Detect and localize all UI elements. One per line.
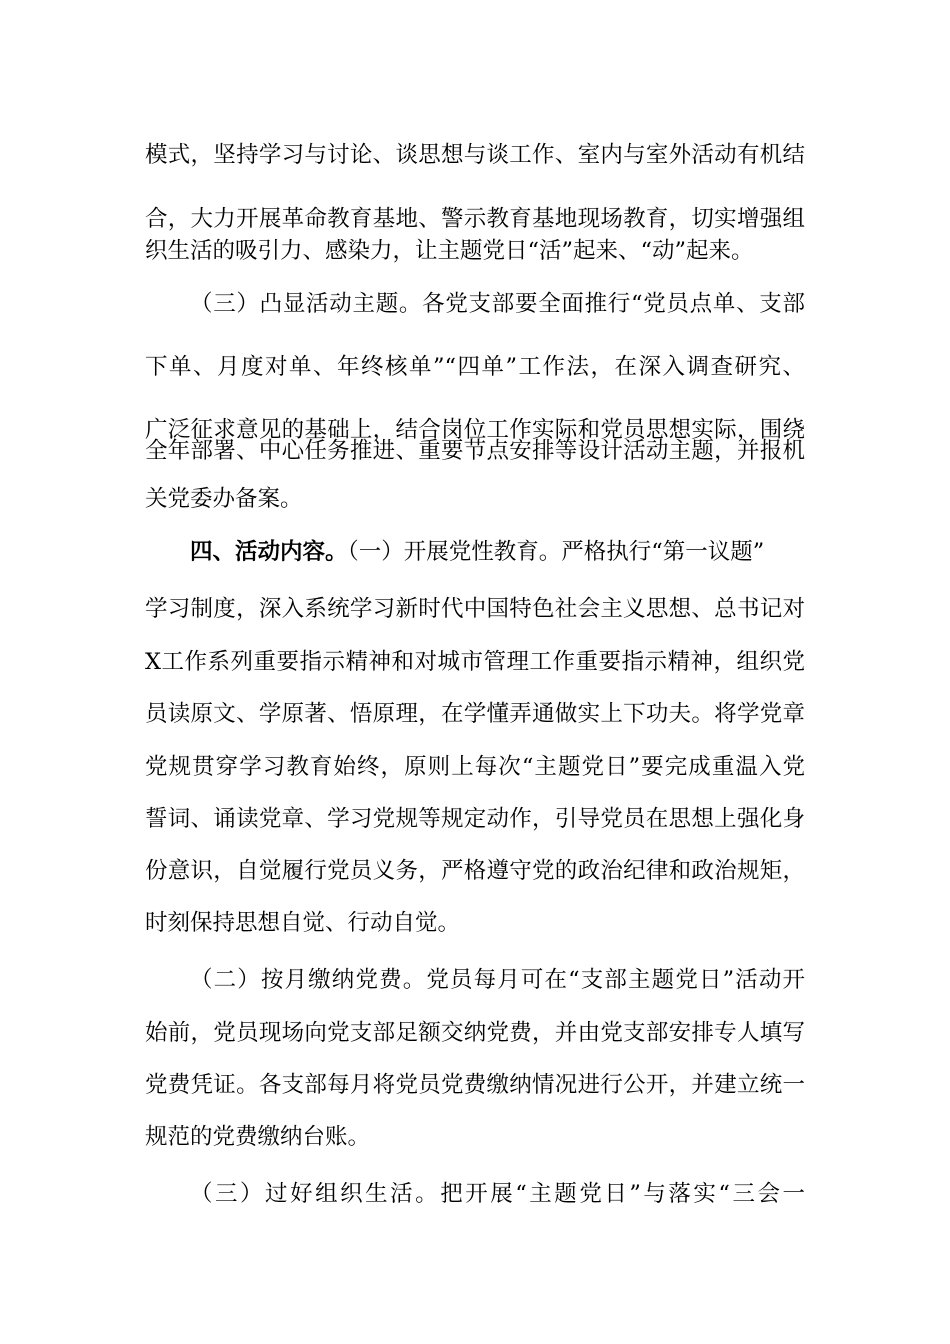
- text-line: 关党委办备案。: [145, 486, 303, 512]
- text-line: 誓词、诵读党章、学习党规等规定动作，引导党员在思想上强化身: [145, 806, 805, 832]
- text-line: 党规贯穿学习教育始终，原则上每次“主题党日”要完成重温入党: [145, 754, 805, 780]
- text-line: 模式，坚持学习与讨论、谈思想与谈工作、室内与室外活动有机结: [145, 142, 805, 168]
- text-line: 下单、月度对单、年终核单”“四单”工作法，在深入调查研究、: [145, 354, 805, 380]
- text-line: 规范的党费缴纳台账。: [145, 1124, 371, 1150]
- section-heading: 四、活动内容。: [190, 539, 348, 565]
- text-line: 广泛征求意见的基础上，结合岗位工作实际和党员思想实际，围绕: [145, 417, 805, 443]
- text-line: 织生活的吸引力、感染力，让主题党日“活”起来、“动”起来。: [145, 238, 754, 264]
- text-line: （三）过好组织生活。把开展“主题党日”与落实“三会一: [190, 1181, 805, 1207]
- text-line: 始前，党员现场向党支部足额交纳党费，并由党支部安排专人填写: [145, 1020, 805, 1046]
- text-line: 员读原文、学原著、悟原理，在学懂弄通做实上下功夫。将学党章: [145, 701, 805, 727]
- text-line: 份意识，自觉履行党员义务，严格遵守党的政治纪律和政治规矩，: [145, 858, 805, 884]
- text-run: （一）开展党性教育。严格执行“第一议题”: [347, 539, 765, 565]
- text-line: （三）凸显活动主题。各党支部要全面推行“党员点单、支部: [190, 291, 805, 317]
- text-line: 合，大力开展革命教育基地、警示教育基地现场教育，切实增强组: [145, 206, 805, 232]
- text-line: 全年部署、中心任务推进、重要节点安排等设计活动主题，并报机: [145, 438, 805, 464]
- text-line: X工作系列重要指示精神和对城市管理工作重要指示精神，组织党: [145, 649, 805, 675]
- text-line: 学习制度，深入系统学习新时代中国特色社会主义思想、总书记对: [145, 596, 805, 622]
- text-line: （二）按月缴纳党费。党员每月可在“支部主题党日”活动开: [190, 967, 805, 993]
- section-paragraph-first-line: [190, 530, 805, 574]
- text-line: 时刻保持思想自觉、行动自觉。: [145, 910, 461, 936]
- text-line: 党费凭证。各支部每月将党员党费缴纳情况进行公开，并建立统一: [145, 1072, 805, 1098]
